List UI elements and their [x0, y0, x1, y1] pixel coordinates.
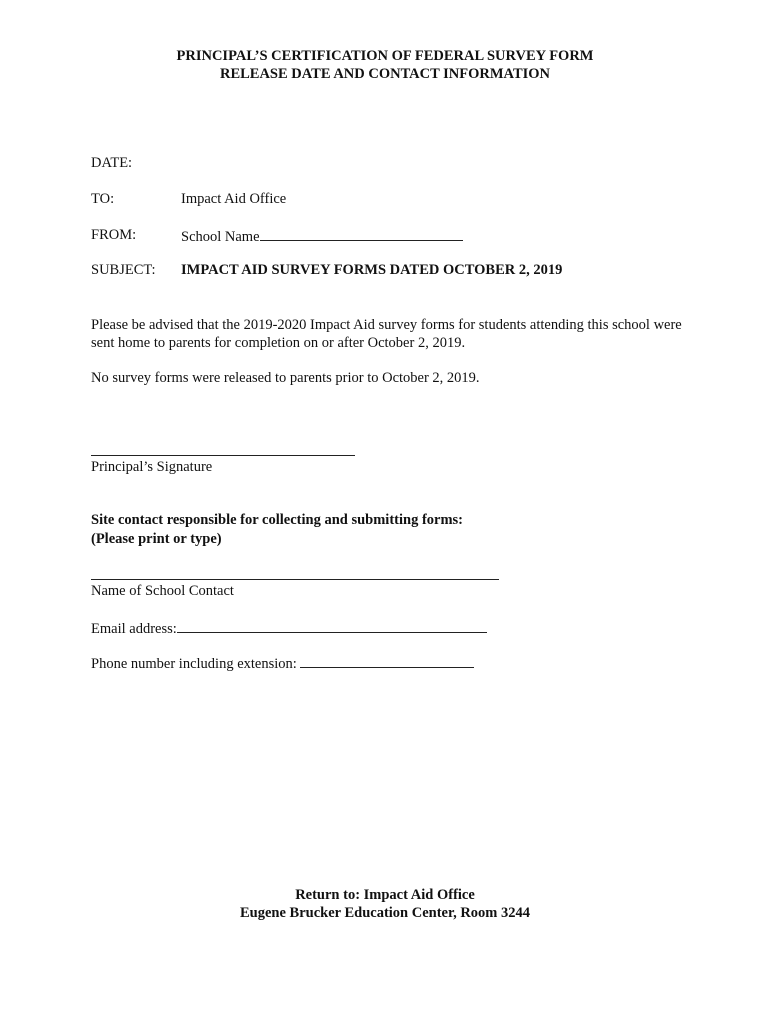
phone-field: [91, 654, 474, 673]
to-label: TO:: [91, 191, 115, 207]
date-label: DATE:: [91, 155, 133, 171]
signature-line[interactable]: [91, 455, 355, 456]
phone-input-line[interactable]: [300, 654, 474, 668]
email-field: [91, 619, 487, 638]
signature-label: Principal’s Signature: [91, 459, 213, 475]
email-label: Email address:: [91, 621, 177, 637]
from-label: FROM:: [91, 227, 137, 243]
email-input-line[interactable]: [177, 619, 487, 633]
form-title-line1: PRINCIPAL’S CERTIFICATION OF FEDERAL SURVEY FORM: [176, 48, 594, 64]
from-field: [181, 227, 463, 246]
contact-heading-line1: Site contact responsible for collecting and submitting forms:: [91, 512, 464, 528]
body-paragraph-2: No survey forms were released to parents prior to October 2, 2019.: [91, 370, 480, 386]
school-contact-name-label: Name of School Contact: [91, 583, 234, 599]
subject-label: SUBJECT:: [91, 262, 156, 278]
school-name-label: School Name: [181, 229, 260, 245]
school-name-input-line[interactable]: [260, 227, 463, 241]
return-to-line: Return to: Impact Aid Office: [295, 887, 475, 903]
to-value: Impact Aid Office: [181, 191, 287, 207]
contact-heading-line2: (Please print or type): [91, 531, 222, 547]
body-paragraph-1: Please be advised that the 2019-2020 Impact Aid survey forms for students attending this school were sent home to parents for completion on or after October 2, 2019.: [91, 317, 682, 351]
return-address-line: Eugene Brucker Education Center, Room 3244: [240, 905, 530, 921]
phone-label: Phone number including extension:: [91, 656, 297, 672]
school-contact-name-line[interactable]: [91, 579, 499, 580]
form-title-line2: RELEASE DATE AND CONTACT INFORMATION: [219, 66, 551, 82]
subject-value: IMPACT AID SURVEY FORMS DATED OCTOBER 2, 2019: [181, 262, 563, 278]
